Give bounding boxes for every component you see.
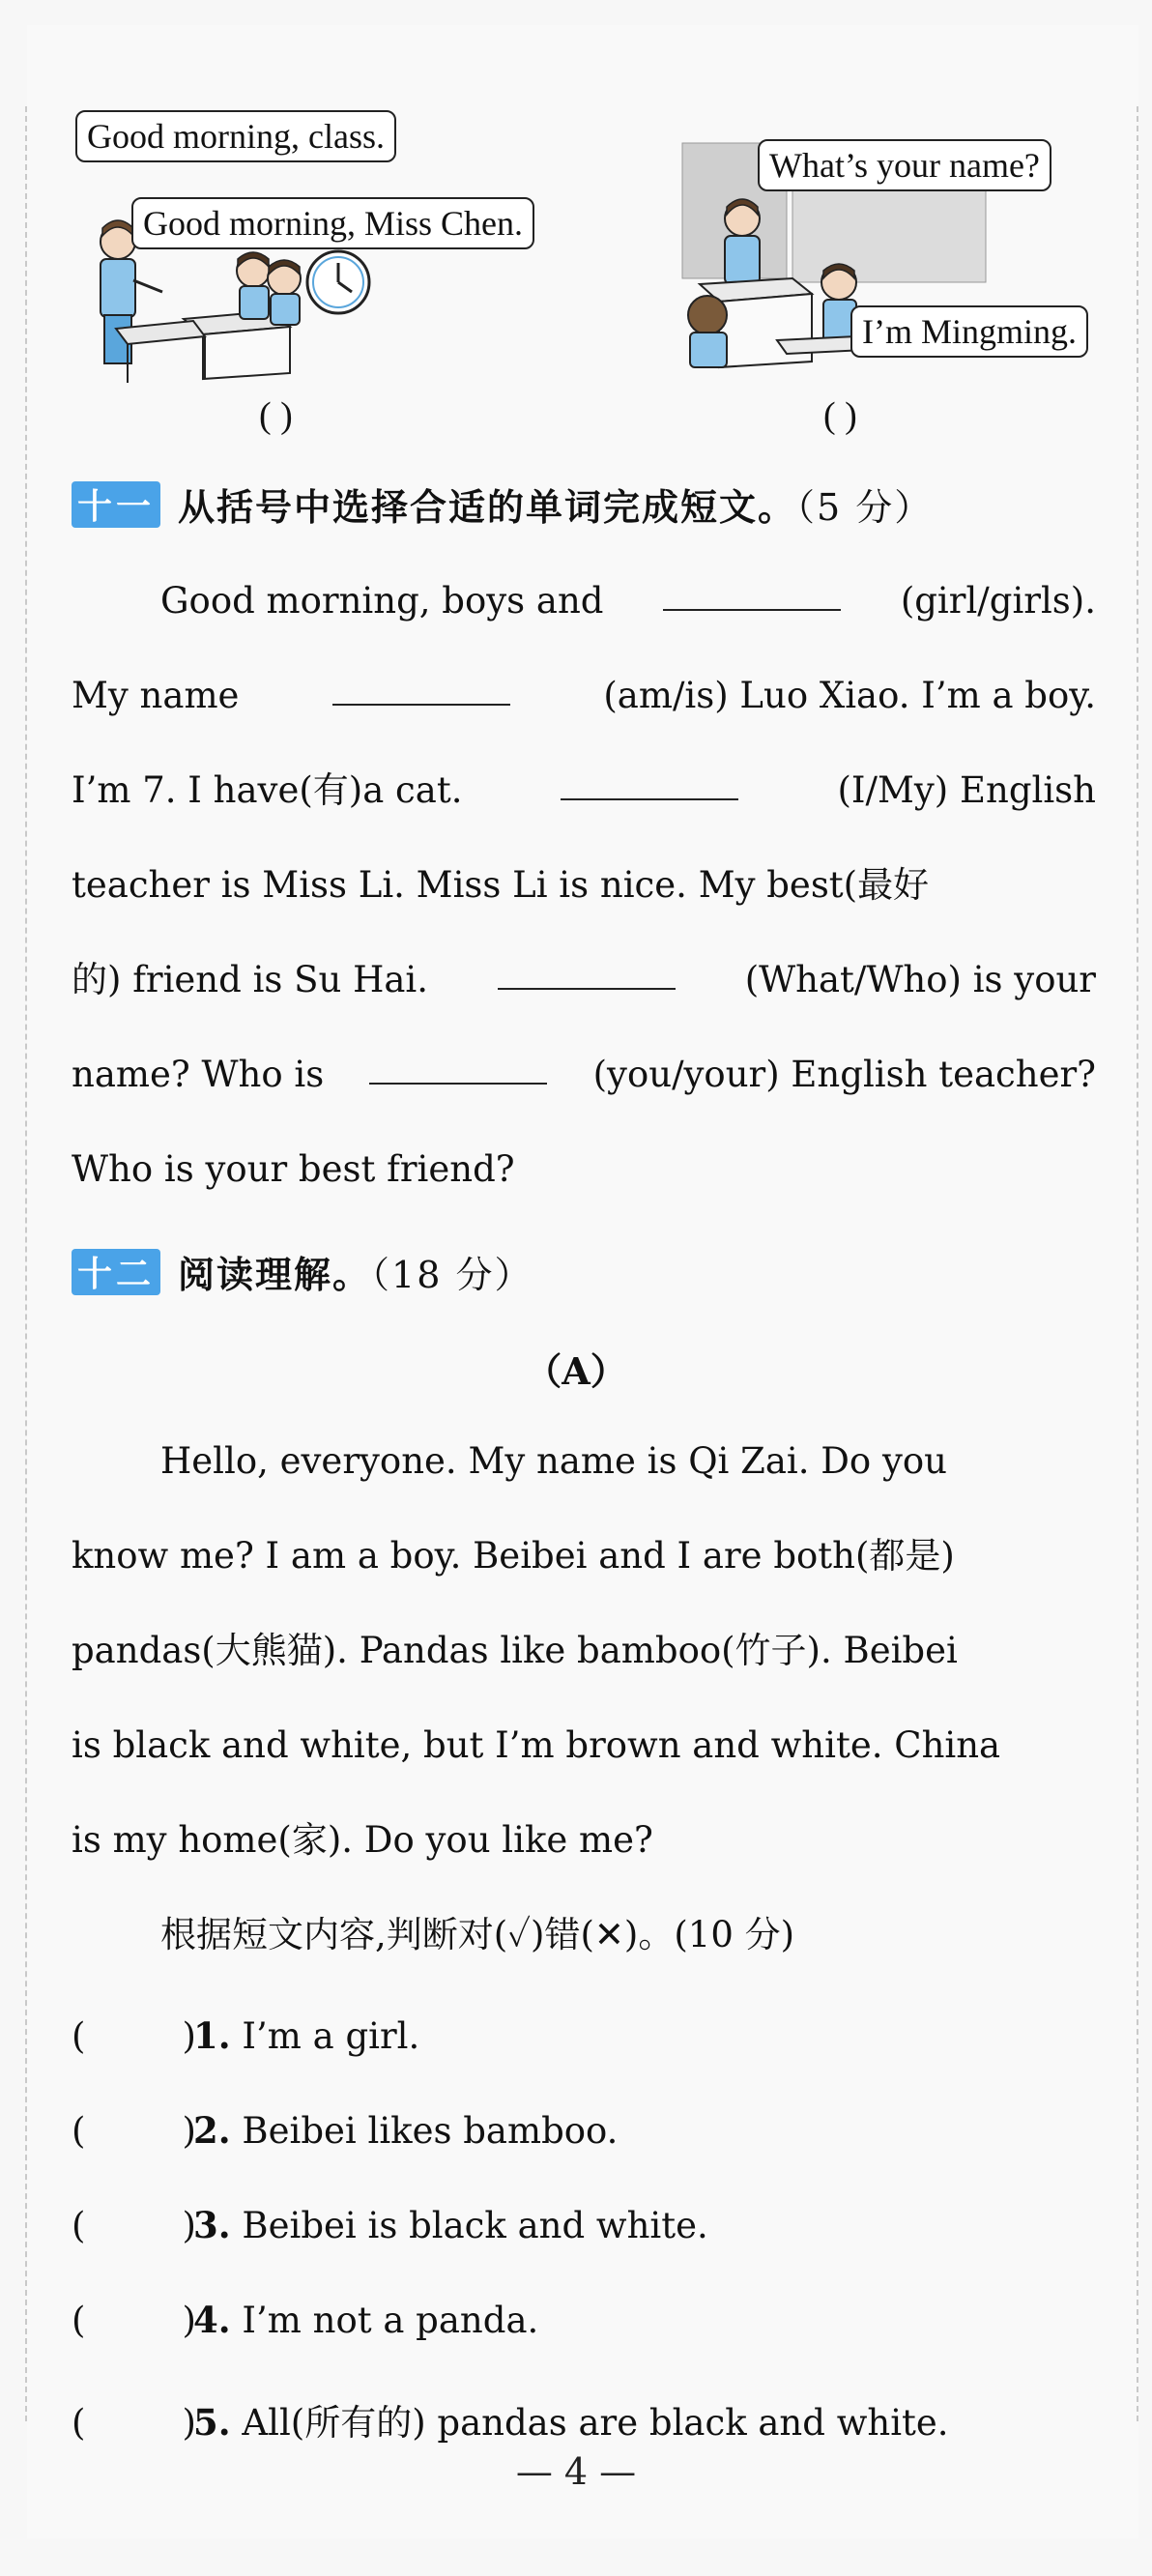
- cloze-blank-5[interactable]: [369, 1048, 547, 1085]
- passage-line-5: is my home(家). Do you like me?: [72, 1819, 653, 1861]
- answer-paren-1[interactable]: ( ): [72, 2015, 196, 2057]
- cloze-blank-2[interactable]: [332, 669, 510, 706]
- classroom-greeting-illustration: [77, 135, 406, 387]
- passage-line-4: is black and white, but I’m brown and white. China: [72, 1724, 1001, 1766]
- cloze-line-1: Good morning, boys and (girl/girls).: [160, 574, 1096, 628]
- left-picture-answer-paren: ( ): [259, 395, 293, 436]
- page-number: — 4 —: [515, 2450, 637, 2493]
- passage-line-3: pandas(大熊猫). Pandas like bamboo(竹子). Beibei: [72, 1630, 958, 1671]
- teacher-question-bubble: What’s your name?: [758, 139, 1051, 191]
- right-picture-answer-paren: ( ): [823, 395, 857, 436]
- cloze-line-5: 的) friend is Su Hai. (What/Who) is your: [72, 953, 1096, 1007]
- passage-a-label: （A）: [525, 1349, 627, 1393]
- section-11-heading: [72, 478, 933, 531]
- cloze-line-4: teacher is Miss Li. Miss Li is nice. My best(最好: [72, 864, 930, 906]
- section-12-title: 阅读理解。（18 分）: [178, 1254, 533, 1296]
- left-margin-line: [25, 106, 27, 2421]
- cloze-blank-3[interactable]: [561, 764, 738, 800]
- section-12-heading: [72, 1245, 533, 1298]
- question-2: ( )2. Beibei likes bamboo.: [72, 2109, 619, 2152]
- teacher-greeting-bubble: Good morning, class.: [75, 110, 396, 162]
- student-answer-bubble: I’m Mingming.: [850, 305, 1088, 358]
- section-11-title: 从括号中选择合适的单词完成短文。（5 分）: [178, 486, 934, 529]
- true-false-instruction: 根据短文内容,判断对(✓)错(✕)。(10 分): [160, 1914, 795, 1955]
- passage-line-1: Hello, everyone. My name is Qi Zai. Do you: [160, 1440, 947, 1482]
- cloze-line-3: I’m 7. I have(有)a cat. (I/My) English: [72, 764, 1096, 818]
- students-greeting-bubble: Good morning, Miss Chen.: [131, 197, 534, 249]
- cloze-blank-4[interactable]: [498, 953, 676, 990]
- cloze-line-6: name? Who is (you/your) English teacher?: [72, 1048, 1096, 1102]
- question-3: ( )3. Beibei is black and white.: [72, 2204, 708, 2246]
- question-4: ( )4. I’m not a panda.: [72, 2299, 539, 2341]
- cloze-line-2: My name (am/is) Luo Xiao. I’m a boy.: [72, 669, 1096, 723]
- section-12-badge: 十二: [72, 1249, 160, 1295]
- right-margin-line: [1137, 106, 1138, 2421]
- passage-line-2: know me? I am a boy. Beibei and I are both(都是): [72, 1535, 955, 1577]
- answer-paren-3[interactable]: ( ): [72, 2205, 196, 2246]
- cloze-blank-1[interactable]: [663, 574, 841, 611]
- section-11-badge: 十一: [72, 481, 160, 528]
- question-5: ( )5. All(所有的) pandas are black and white.: [72, 2401, 949, 2444]
- answer-paren-5[interactable]: ( ): [72, 2402, 196, 2444]
- cloze-line-7: Who is your best friend?: [72, 1148, 515, 1190]
- question-1: ( )1. I’m a girl.: [72, 2014, 420, 2057]
- answer-paren-4[interactable]: ( ): [72, 2300, 196, 2341]
- answer-paren-2[interactable]: ( ): [72, 2110, 196, 2152]
